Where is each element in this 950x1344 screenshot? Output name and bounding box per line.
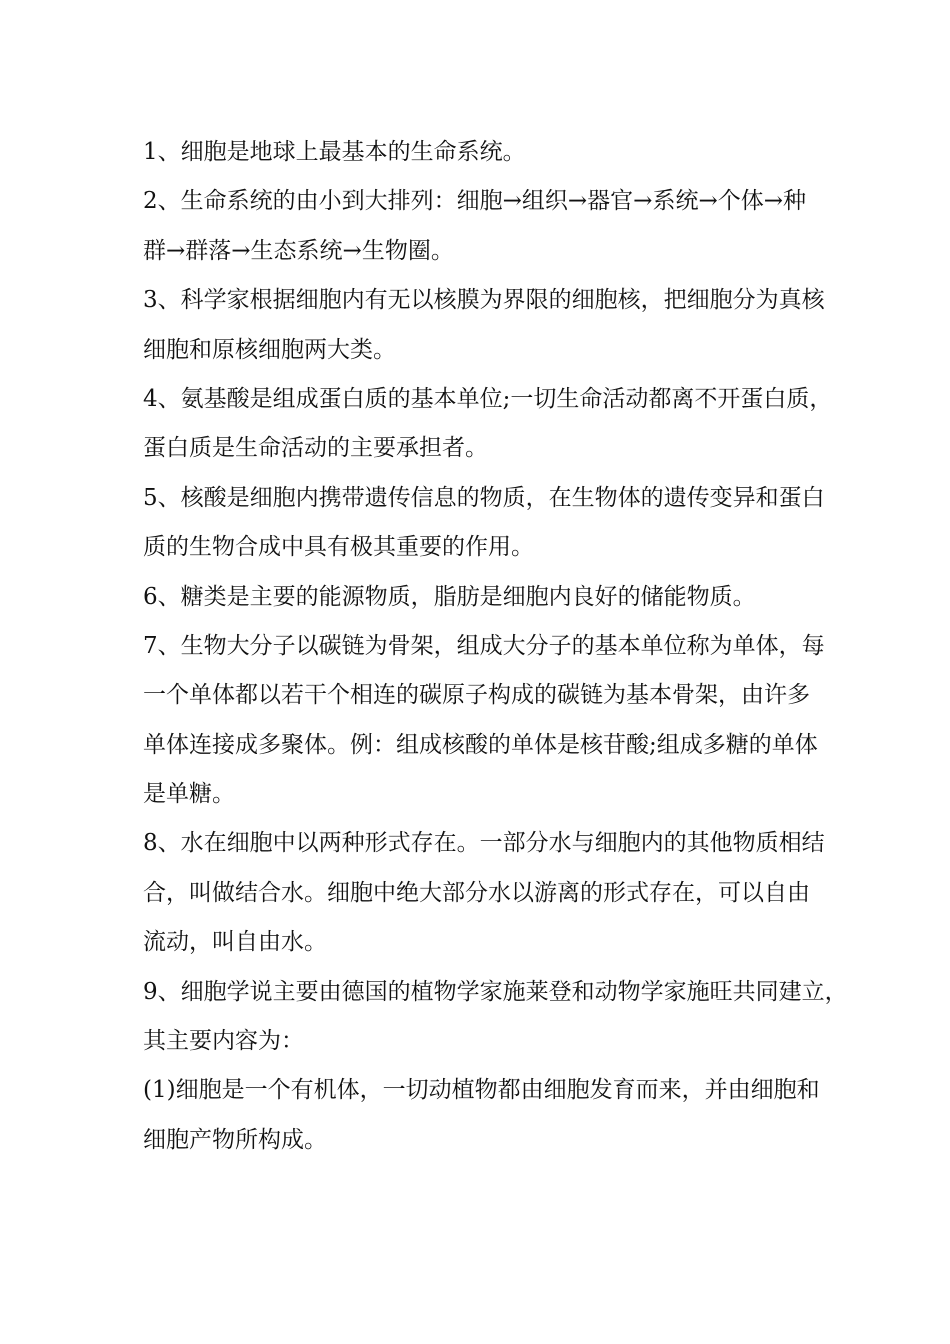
text-line: 3、科学家根据细胞内有无以核膜为界限的细胞核，把细胞分为真核 — [143, 287, 825, 314]
text-line: 4、氨基酸是组成蛋白质的基本单位;一切生命活动都离不开蛋白质， — [143, 385, 833, 412]
text-line: 细胞产物所构成。 — [143, 1126, 327, 1153]
text-line: 2、生命系统的由小到大排列：细胞→组织→器官→系统→个体→种 — [143, 188, 806, 215]
text-line: 7、生物大分子以碳链为骨架，组成大分子的基本单位称为单体，每 — [143, 632, 825, 659]
text-line: 合，叫做结合水。细胞中绝大部分水以游离的形式存在，可以自由 — [143, 879, 810, 906]
text-line: 8、水在细胞中以两种形式存在。一部分水与细胞内的其他物质相结 — [143, 830, 825, 857]
text-line: 细胞和原核细胞两大类。 — [143, 336, 396, 363]
document-body — [143, 128, 848, 1165]
text-line: 流动，叫自由水。 — [143, 929, 327, 956]
text-line: 其主要内容为： — [143, 1028, 304, 1055]
text-line: 单体连接成多聚体。例：组成核酸的单体是核苷酸;组成多糖的单体 — [143, 731, 818, 758]
text-line: 1、细胞是地球上最基本的生命系统。 — [143, 139, 526, 165]
text-line: 群→群落→生态系统→生物圈。 — [143, 237, 454, 264]
text-line: 蛋白质是生命活动的主要承担者。 — [143, 435, 488, 462]
text-line: (1)细胞是一个有机体，一切动植物都由细胞发育而来，并由细胞和 — [143, 1077, 820, 1104]
text-line: 一个单体都以若干个相连的碳原子构成的碳链为基本骨架，由许多 — [143, 682, 810, 709]
text-line: 6、糖类是主要的能源物质，脂肪是细胞内良好的储能物质。 — [143, 583, 756, 610]
text-line: 5、核酸是细胞内携带遗传信息的物质，在生物体的遗传变异和蛋白 — [143, 484, 825, 511]
text-line: 质的生物合成中具有极其重要的作用。 — [143, 534, 534, 561]
text-line: 是单糖。 — [143, 781, 235, 808]
text-line: 9、细胞学说主要由德国的植物学家施莱登和动物学家施旺共同建立， — [143, 978, 848, 1005]
